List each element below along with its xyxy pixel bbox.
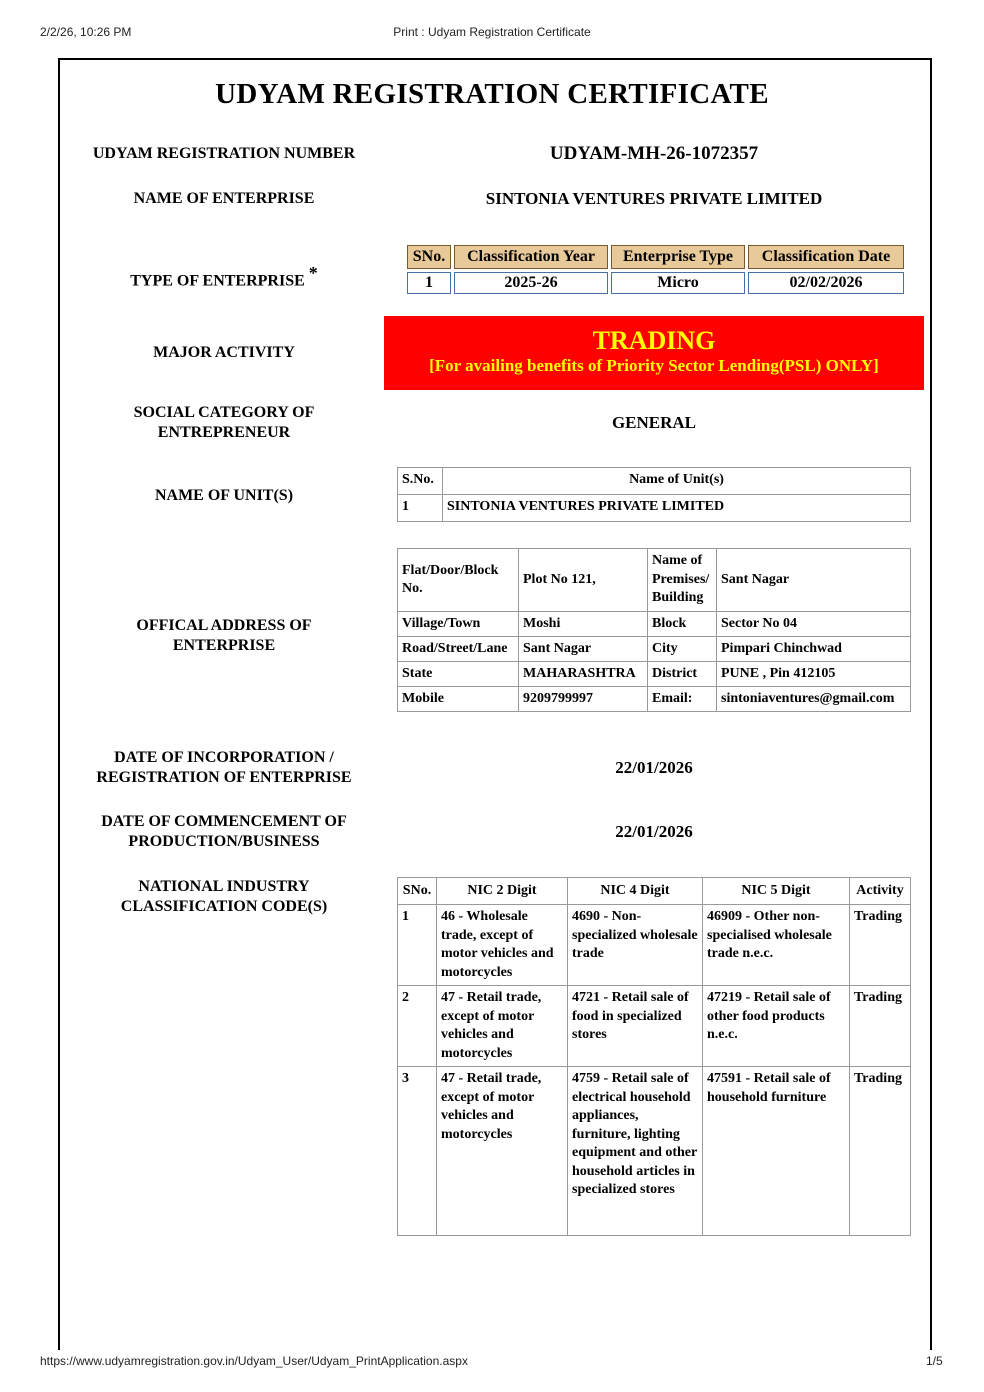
nic-cell: 3 — [398, 1067, 437, 1236]
units-header: S.No. — [398, 468, 443, 495]
incorporation-label — [80, 748, 368, 788]
nic-cell: 2 — [398, 986, 437, 1067]
nic-cell: 47 - Retail trade, except of motor vehicles and motorcycles — [437, 1067, 568, 1236]
enterprise-name-label: NAME OF ENTERPRISE — [133, 190, 315, 207]
reg-number: UDYAM-MH-26-1072357 — [549, 143, 759, 164]
nic-cell: 1 — [398, 905, 437, 986]
nic-table — [397, 877, 911, 1236]
units-cell: SINTONIA VENTURES PRIVATE LIMITED — [443, 495, 911, 522]
nic-label-line2: CLASSIFICATION CODE(S) — [120, 898, 328, 915]
address-key: City — [648, 637, 717, 662]
classification-cell: 2025-26 — [454, 272, 608, 294]
social-category-label-line2: ENTREPRENEUR — [157, 424, 291, 441]
classification-cell: 1 — [407, 272, 451, 294]
nic-header: SNo. — [398, 878, 437, 905]
nic-cell: Trading — [850, 905, 911, 986]
nic-header: NIC 5 Digit — [703, 878, 850, 905]
classification-header-row — [407, 245, 904, 269]
address-table — [397, 548, 911, 712]
social-category-label — [80, 403, 368, 443]
nic-label — [80, 877, 368, 917]
address-value: Moshi — [519, 612, 648, 637]
units-table — [397, 467, 911, 522]
units-label: NAME OF UNIT(S) — [154, 487, 294, 504]
enterprise-name: SINTONIA VENTURES PRIVATE LIMITED — [485, 189, 823, 208]
print-page-number: 1/5 — [926, 1354, 943, 1368]
nic-cell: 47219 - Retail sale of other food products n.e.c. — [703, 986, 850, 1067]
nic-row — [398, 986, 911, 1067]
enterprise-type-label — [80, 263, 368, 291]
classification-header: Enterprise Type — [611, 245, 745, 269]
reg-number-label: UDYAM REGISTRATION NUMBER — [92, 145, 356, 162]
classification-header: Classification Year — [454, 245, 608, 269]
classification-cell: Micro — [611, 272, 745, 294]
address-value: Sector No 04 — [717, 612, 911, 637]
nic-row — [398, 1067, 911, 1236]
address-value: Sant Nagar — [717, 549, 911, 612]
address-key: Mobile — [398, 687, 519, 712]
classification-row — [407, 272, 904, 294]
classification-header: SNo. — [407, 245, 451, 269]
address-row — [398, 549, 911, 612]
address-key: Village/Town — [398, 612, 519, 637]
incorporation-label-line2: REGISTRATION OF ENTERPRISE — [96, 769, 352, 786]
nic-cell: 4721 - Retail sale of food in specialized stores — [568, 986, 703, 1067]
incorporation-date: 22/01/2026 — [615, 758, 693, 777]
address-key: District — [648, 662, 717, 687]
address-row — [398, 637, 911, 662]
units-header: Name of Unit(s) — [443, 468, 911, 495]
nic-header: NIC 4 Digit — [568, 878, 703, 905]
nic-header: NIC 2 Digit — [437, 878, 568, 905]
address-key: State — [398, 662, 519, 687]
address-key: Flat/Door/Block No. — [398, 549, 519, 612]
address-label — [80, 616, 368, 656]
major-activity: TRADING — [592, 326, 716, 355]
nic-cell: 46909 - Other non-specialised wholesale trade n.e.c. — [703, 905, 850, 986]
certificate-title: UDYAM REGISTRATION CERTIFICATE — [215, 78, 769, 110]
nic-cell: 4690 - Non-specialized wholesale trade — [568, 905, 703, 986]
address-value: Sant Nagar — [519, 637, 648, 662]
nic-header: Activity — [850, 878, 911, 905]
units-row — [398, 495, 911, 522]
address-key: Block — [648, 612, 717, 637]
nic-label-line1: NATIONAL INDUSTRY — [138, 878, 310, 895]
address-row — [398, 662, 911, 687]
address-row — [398, 687, 911, 712]
address-value: PUNE , Pin 412105 — [717, 662, 911, 687]
nic-cell: Trading — [850, 986, 911, 1067]
address-key: Email: — [648, 687, 717, 712]
nic-cell: 47 - Retail trade, except of motor vehicles and motorcycles — [437, 986, 568, 1067]
address-value: Pimpari Chinchwad — [717, 637, 911, 662]
major-activity-banner — [384, 316, 924, 390]
address-key: Road/Street/Lane — [398, 637, 519, 662]
print-page-title: Print : Udyam Registration Certificate — [393, 25, 591, 39]
required-asterisk: * — [308, 263, 318, 283]
address-value: 9209799997 — [519, 687, 648, 712]
commencement-date: 22/01/2026 — [615, 822, 693, 841]
social-category-label-line1: SOCIAL CATEGORY OF — [133, 404, 315, 421]
print-url: https://www.udyamregistration.gov.in/Udyam_User/Udyam_PrintApplication.aspx — [40, 1354, 468, 1368]
units-header-row — [398, 468, 911, 495]
address-value: MAHARASHTRA — [519, 662, 648, 687]
commencement-label-line1: DATE OF COMMENCEMENT OF — [101, 813, 347, 830]
address-value: Plot No 121, — [519, 549, 648, 612]
classification-header: Classification Date — [748, 245, 904, 269]
address-key: Name of Premises/ Building — [648, 549, 717, 612]
commencement-label — [80, 812, 368, 852]
print-datetime: 2/2/26, 10:26 PM — [40, 25, 132, 39]
major-activity-note: [For availing benefits of Priority Sector Lending(PSL) ONLY] — [429, 356, 879, 375]
commencement-label-line2: PRODUCTION/BUSINESS — [128, 833, 320, 850]
nic-cell: 47591 - Retail sale of household furniture — [703, 1067, 850, 1236]
nic-row — [398, 905, 911, 986]
nic-header-row — [398, 878, 911, 905]
address-row — [398, 612, 911, 637]
address-value: sintoniaventures@gmail.com — [717, 687, 911, 712]
classification-cell: 02/02/2026 — [748, 272, 904, 294]
social-category: GENERAL — [611, 413, 697, 432]
classification-table — [404, 242, 907, 297]
major-activity-label: MAJOR ACTIVITY — [153, 344, 295, 361]
address-label-line2: ENTERPRISE — [172, 637, 276, 654]
enterprise-type-label-text: TYPE OF ENTERPRISE — [130, 272, 305, 290]
nic-cell: 4759 - Retail sale of electrical household appliances, furniture, lighting equipment and other household articles in specialized stores — [568, 1067, 703, 1236]
incorporation-label-line1: DATE OF INCORPORATION / — [114, 749, 334, 766]
address-label-line1: OFFICAL ADDRESS OF — [136, 617, 312, 634]
units-cell: 1 — [398, 495, 443, 522]
nic-cell: 46 - Wholesale trade, except of motor vehicles and motorcycles — [437, 905, 568, 986]
nic-cell: Trading — [850, 1067, 911, 1236]
